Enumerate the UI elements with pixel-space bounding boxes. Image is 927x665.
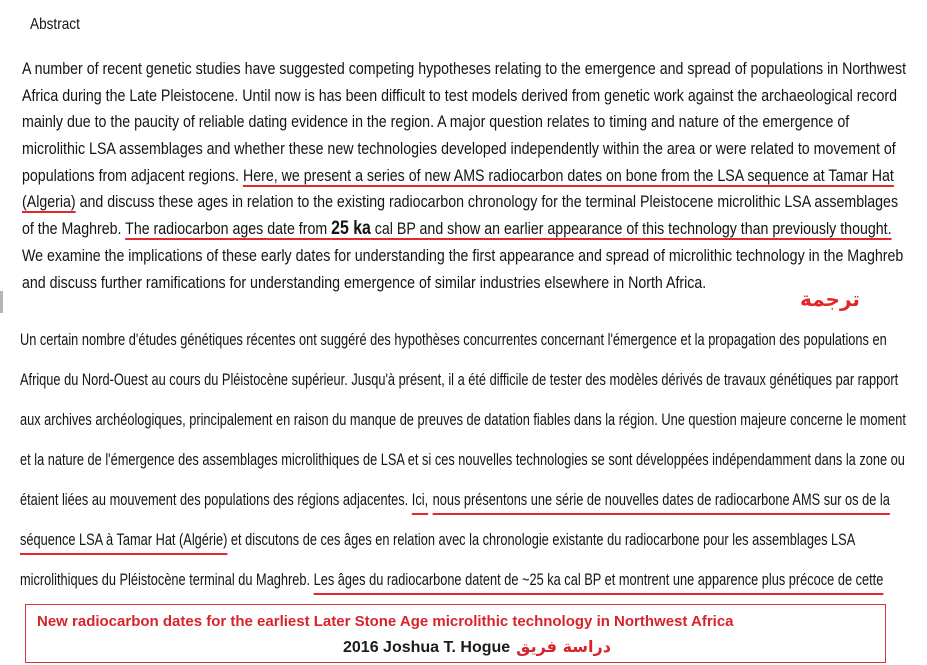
citation-title: New radiocarbon dates for the earliest Later Stone Age microlithic technology in Northwest Africa: [37, 613, 734, 630]
abstract-english: [22, 56, 906, 296]
line-text: Africa during the Late Pleistocene. Until now is has been difficult to test models derived from genetic work against the archaeological record: [22, 85, 898, 105]
abstract-line: [22, 189, 906, 216]
citation-box: [25, 604, 886, 663]
citation-author-year: 2016 Joshua T. Hogue: [343, 639, 511, 656]
highlighted-phrase: Ici,: [411, 490, 429, 509]
abstract-line: [22, 270, 906, 297]
line-text: microlithiques du Pléistocène terminal du Maghreb.: [20, 570, 314, 589]
highlighted-phrase: Here, we present a series of new AMS radiocarbon dates on bone from the LSA sequence at Tamar Hat: [243, 165, 894, 185]
line-text: microlithic LSA assemblages and whether these new technologies developed independently within the area or were related to movement of: [22, 139, 896, 159]
citation-study-label: دراسة فريق: [516, 637, 611, 656]
translation-line: [20, 440, 906, 480]
line-text: cal BP and show an earlier appearance of this technology than previously thought.: [370, 219, 892, 239]
abstract-french: [20, 320, 906, 600]
line-text: mainly due to the paucity of reliable dating evidence in the region. A major question relates to timing and nature of the emergence of: [22, 112, 850, 132]
abstract-line: [22, 163, 906, 190]
emphasized-date: 25 ka: [331, 218, 371, 240]
highlighted-phrase: [125, 219, 891, 238]
line-text: Un certain nombre d'études génétiques récentes ont suggéré des hypothèses concurrentes concernant l'émergence et la propagation des populations en: [20, 330, 887, 349]
line-text: et discutons de ces âges en relation avec la chronologie existante du radiocarbone pour les assemblages LSA: [227, 530, 856, 549]
abstract-line: [22, 109, 906, 136]
line-text: Afrique du Nord-Ouest au cours du Pléistocène supérieur. Jusqu'à présent, il a été difficile de tester des modèles dérivés de travaux génétiques par rapport: [20, 370, 899, 389]
highlighted-phrase: nous présentons une série de nouvelles dates de radiocarbone AMS sur os de la: [432, 490, 890, 509]
abstract-line: [22, 243, 906, 270]
line-text: aux archives archéologiques, principalement en raison du manque de preuves de datation fiables dans la région. Une question majeure concerne le moment: [20, 410, 906, 429]
citation-byline: [343, 637, 611, 658]
line-text: of the Maghreb.: [22, 219, 126, 239]
abstract-line: [22, 216, 906, 243]
translation-line: [20, 560, 906, 600]
line-text: We examine the implications of these early dates for understanding the first appearance and spread of microlithic technology in the Maghreb: [22, 245, 904, 265]
translation-line: [20, 360, 906, 400]
highlighted-phrase: Les âges du radiocarbone datent de ~25 ka cal BP et montrent une apparence plus précoce de cette: [313, 570, 884, 589]
line-text: and discuss further ramifications for understanding emergence of similar industries elsewhere in North Africa.: [22, 272, 707, 292]
line-text: and discuss these ages in relation to the existing radiocarbon chronology for the terminal Pleistocene microlithic LSA assemblages: [75, 192, 899, 212]
highlighted-phrase: séquence LSA à Tamar Hat (Algérie): [20, 530, 228, 549]
abstract-line: [22, 56, 906, 83]
highlighted-phrase: (Algeria): [22, 192, 76, 212]
abstract-line: [22, 136, 906, 163]
translation-label: ترجمة: [800, 287, 860, 311]
line-text: The radiocarbon ages date from: [125, 219, 332, 239]
translation-line: [20, 400, 906, 440]
line-text: étaient liées au mouvement des populations des régions adjacentes.: [20, 490, 412, 509]
line-text: A number of recent genetic studies have suggested competing hypotheses relating to the emergence and spread of populations in Northwest: [22, 59, 907, 78]
translation-line: [20, 520, 906, 560]
translation-line: [20, 320, 906, 360]
line-text: et la nature de l'émergence des assemblages microlithiques de LSA et si ces nouvelles technologies se sont développées indépendamment dans la zone ou: [20, 450, 905, 469]
line-text: populations from adjacent regions.: [22, 165, 244, 185]
abstract-line: [22, 83, 906, 110]
abstract-heading: Abstract: [30, 16, 80, 33]
edge-mark: [0, 291, 3, 313]
translation-line: [20, 480, 906, 520]
